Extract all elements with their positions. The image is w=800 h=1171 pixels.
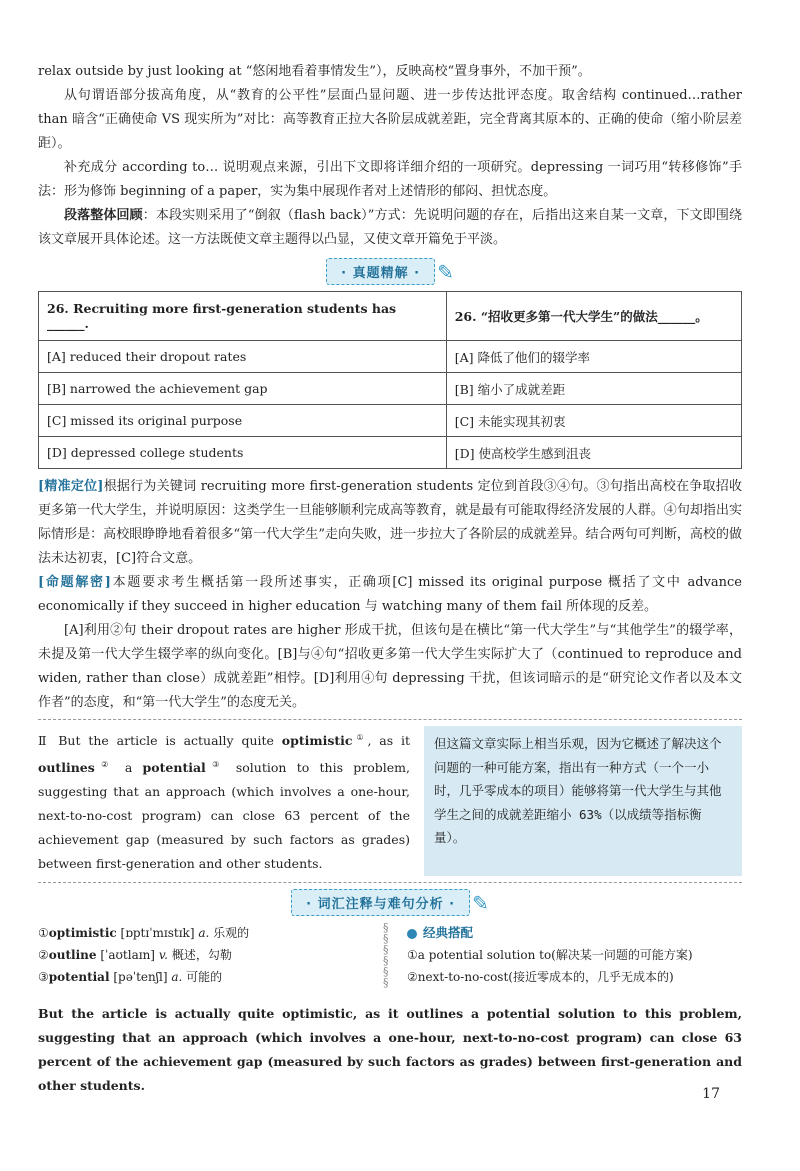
divider bbox=[38, 719, 742, 720]
sentence-number: Ⅱ bbox=[38, 733, 51, 749]
option-en: [B] narrowed the achievement gap bbox=[39, 373, 447, 405]
locate-text: 根据行为关键词 recruiting more first-generation students 定位到首段③④句。③句指出高校在争取招收更多第一代大学生，并说明原因：这类学生一旦能够顺利完成高等教育，就是最有可能取得经济发展的人群。④句却指出实际情形是：高校眼睁睁地看着很多“第一代大学生”走向失败，进一步拉大了各阶层的成就差异。结合两句可判断，高校的做法未达初衷，[C]符合文意。 bbox=[38, 479, 742, 566]
page-content bbox=[38, 0, 742, 1111]
vocab-meaning: 乐观的 bbox=[213, 926, 250, 941]
bullet-icon bbox=[407, 929, 417, 939]
sentence-en bbox=[38, 726, 410, 876]
option-en: [C] missed its original purpose bbox=[39, 405, 447, 437]
decode-text: 本题要求考生概括第一段所述事实，正确项[C] missed its original purpose 概括了文中 advance economically if they succeed in higher education 与 watching many of them fail 所体现的反差。 bbox=[38, 575, 742, 614]
question-en: 26. Recruiting more first-generation students has ______. bbox=[39, 292, 447, 341]
sentence-part: solution to this problem, suggesting that an approach (which involves a one-hour, next-to-no-cost program) can close 63 percent of the achievement gap (measured by such factors as grades) between first-generation and other students. bbox=[38, 760, 411, 872]
vocab-ipa: [ɒptɪˈmɪstɪk] bbox=[120, 926, 195, 941]
vocab-num: ③ bbox=[38, 970, 49, 985]
paragraph-review bbox=[38, 204, 742, 252]
collocation-item: ②next-to-no-cost(接近零成本的，几乎无成本的) bbox=[407, 970, 674, 985]
footnote-mark: ② bbox=[94, 760, 115, 770]
question-zh: 26. “招收更多第一代大学生”的做法______。 bbox=[446, 292, 741, 341]
vocab-ipa: [ˈaʊtlaɪn] bbox=[100, 948, 155, 963]
sentence-part: But the article is actually quite bbox=[58, 733, 282, 749]
vocab-meaning: 可能的 bbox=[186, 970, 223, 985]
locate-tag: [精准定位] bbox=[38, 479, 104, 494]
quill-icon: ✎ bbox=[437, 259, 454, 284]
question-table bbox=[38, 291, 742, 469]
vocab-meaning: 概述，勾勒 bbox=[171, 948, 232, 963]
footnote-mark: ① bbox=[352, 733, 368, 742]
analysis-locate bbox=[38, 475, 742, 571]
divider bbox=[38, 882, 742, 883]
zigzag-divider: § § § § § § bbox=[383, 921, 389, 990]
footnote-mark: ③ bbox=[205, 760, 226, 770]
vocab-word: potential bbox=[48, 970, 110, 985]
section-title-label: · 词汇注释与难句分析 · bbox=[291, 889, 470, 916]
option-zh: [D] 使高校学生感到沮丧 bbox=[446, 437, 741, 469]
vocab-section bbox=[38, 922, 742, 988]
decode-tag: [命题解密] bbox=[38, 575, 111, 590]
option-zh: [A] 降低了他们的辍学率 bbox=[446, 341, 741, 373]
vocab-word: potential bbox=[142, 760, 206, 776]
vocab-pos: a. bbox=[198, 926, 210, 941]
vocab-item bbox=[38, 966, 383, 988]
review-label: 段落整体回顾 bbox=[64, 208, 143, 223]
vocab-item bbox=[38, 922, 383, 944]
paragraph: 补充成分 according to… 说明观点来源，引出下文即将详细介绍的一项研究。depressing 一词巧用“转移修饰”手法：形为修饰 beginning of a paper，实为集中展现作者对上述情形的郁闷、担忧态度。 bbox=[38, 160, 742, 199]
collocation-title bbox=[407, 922, 742, 944]
vocab-word: outlines bbox=[38, 760, 95, 776]
option-en: [D] depressed college students bbox=[39, 437, 447, 469]
paragraph-line: relax outside by just looking at “悠闲地看着事情发生”），反映高校“置身事外，不加干预”。 bbox=[38, 64, 591, 79]
collocation-box bbox=[397, 922, 742, 988]
vocab-list bbox=[38, 922, 383, 988]
option-zh: [B] 缩小了成就差距 bbox=[446, 373, 741, 405]
vocab-word: outline bbox=[48, 948, 97, 963]
section-title-label: · 真题精解 · bbox=[326, 258, 435, 285]
sentence-part: a bbox=[114, 760, 143, 776]
vocab-pos: a. bbox=[171, 970, 183, 985]
option-zh: [C] 未能实现其初衷 bbox=[446, 405, 741, 437]
analysis-decode bbox=[38, 571, 742, 619]
collocation-heading: 经典搭配 bbox=[423, 925, 474, 941]
sentence-block bbox=[38, 726, 742, 876]
sentence-part: , as it bbox=[367, 733, 411, 749]
vocab-pos: v. bbox=[158, 948, 168, 963]
section-title-vocab bbox=[38, 889, 742, 916]
review-text: ：本段实则采用了“倒叙（flash back）”方式：先说明问题的存在，后指出这来自某一文章，下文即围绕该文章展开具体论述。这一方法既使文章主题得以凸显，又使文章开篇免于平淡。 bbox=[38, 208, 742, 247]
paragraph: 从句谓语部分拔高角度，从“教育的公平性”层面凸显问题、进一步传达批评态度。取舍结构 continued…rather than 暗含“正确使命 VS 现实所为”对比：高等教育正拉大各阶层成就差距，完全背离其原本的、正确的使命（缩小阶层差距）。 bbox=[38, 88, 742, 151]
vocab-word: optimistic bbox=[48, 926, 117, 941]
analysis-distractors: [A]利用②句 their dropout rates are higher 形成干扰，但该句是在横比“第一代大学生”与“其他学生”的辍学率，未提及第一代大学生辍学率的纵向变化。[B]与④句“招收更多第一代大学生实际扩大了（continued to reproduce and widen, rather than close）成就差距”相悖。[D]利用④句 depressing 干扰，但该词暗示的是“研究论文作者以及本文作者”的态度，和“第一代大学生”的态度无关。 bbox=[38, 623, 742, 710]
quill-icon: ✎ bbox=[472, 890, 489, 915]
vocab-item bbox=[38, 944, 383, 966]
section-title-answers bbox=[38, 258, 742, 285]
vocab-num: ② bbox=[38, 948, 49, 963]
option-en: [A] reduced their dropout rates bbox=[39, 341, 447, 373]
analysis-sentence: But the article is actually quite optimistic, as it outlines a potential solution to this problem, suggesting that an approach (which involves a one-hour, next-to-no-cost program) can close 63 percent of the achievement gap (measured by such factors as grades) between first-generation and other students. bbox=[38, 1006, 742, 1094]
vocab-ipa: [pəˈtenʃl] bbox=[113, 970, 168, 985]
sentence-zh: 但这篇文章实际上相当乐观，因为它概述了解决这个问题的一种可能方案，指出有一种方式（一个一小时，几乎零成本的项目）能够将第一代大学生与其他学生之间的成就差距缩小 63%（以成绩等指标衡量）。 bbox=[424, 726, 742, 876]
vocab-num: ① bbox=[38, 926, 49, 941]
collocation-item: ①a potential solution to(解决某一问题的可能方案) bbox=[407, 948, 693, 963]
vocab-word: optimistic bbox=[281, 733, 353, 749]
page-number: 17 bbox=[702, 1086, 720, 1102]
